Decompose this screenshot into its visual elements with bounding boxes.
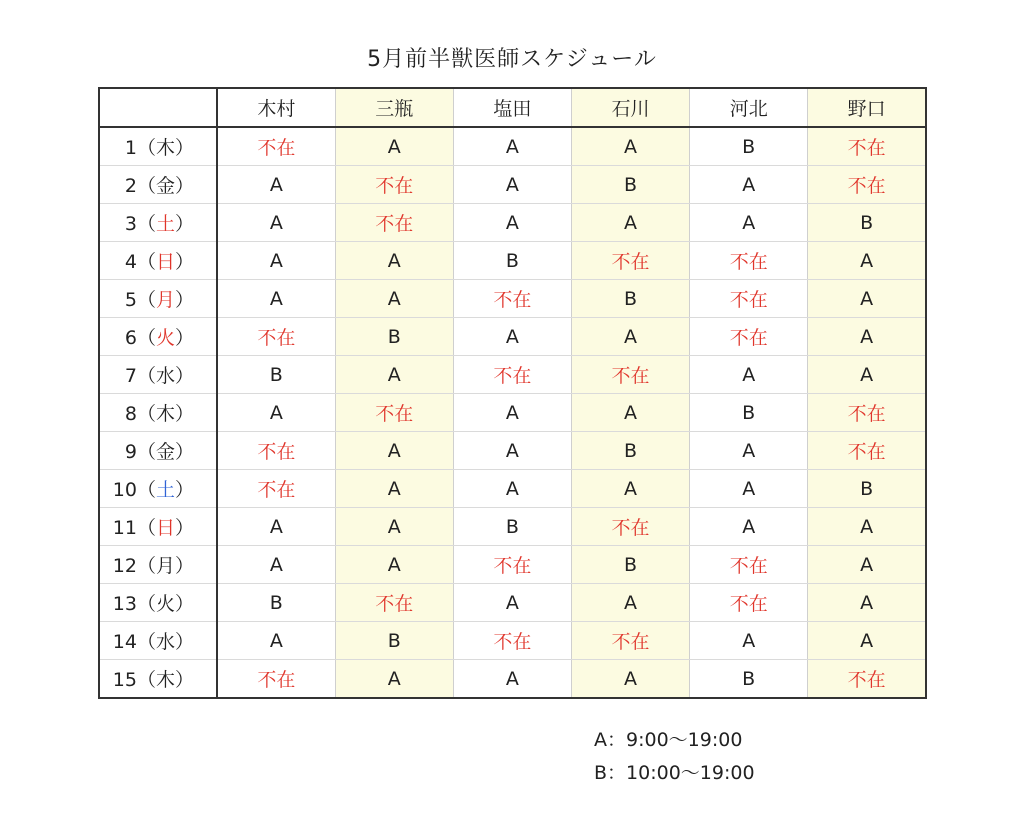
paren-close: ） bbox=[174, 441, 194, 463]
paren-close: ） bbox=[174, 593, 194, 615]
table-row bbox=[99, 470, 926, 508]
shift-cell: B bbox=[690, 127, 808, 166]
shift-cell: A bbox=[335, 356, 453, 394]
shift-cell: A bbox=[453, 660, 571, 699]
column-header: 三瓶 bbox=[335, 88, 453, 127]
legend bbox=[594, 724, 755, 790]
shift-cell: A bbox=[453, 204, 571, 242]
shift-cell: 不在 bbox=[335, 166, 453, 204]
column-header: 木村 bbox=[217, 88, 335, 127]
shift-cell: A bbox=[571, 584, 689, 622]
date-cell bbox=[99, 356, 217, 394]
shift-cell: 不在 bbox=[690, 318, 808, 356]
shift-cell: B bbox=[571, 546, 689, 584]
shift-cell: B bbox=[690, 660, 808, 699]
paren-close: ） bbox=[174, 631, 194, 653]
paren-open: （ bbox=[136, 365, 156, 387]
date-cell bbox=[99, 470, 217, 508]
weekday-label: 金 bbox=[155, 175, 175, 197]
shift-cell: B bbox=[453, 242, 571, 280]
shift-cell: A bbox=[571, 394, 689, 432]
shift-cell: A bbox=[808, 318, 926, 356]
shift-cell: B bbox=[335, 318, 453, 356]
paren-open: （ bbox=[136, 555, 156, 577]
day-number: 2 bbox=[124, 175, 137, 197]
legend-item-a: A：9:00〜19:00 bbox=[594, 729, 743, 751]
table-row bbox=[99, 280, 926, 318]
shift-cell: A bbox=[571, 318, 689, 356]
date-cell bbox=[99, 318, 217, 356]
shift-cell: B bbox=[690, 394, 808, 432]
shift-cell: 不在 bbox=[808, 660, 926, 699]
weekday-label: 月 bbox=[155, 555, 175, 577]
shift-cell: A bbox=[217, 166, 335, 204]
schedule-header bbox=[99, 88, 926, 127]
shift-cell: 不在 bbox=[808, 166, 926, 204]
shift-cell: A bbox=[217, 508, 335, 546]
shift-cell: 不在 bbox=[217, 127, 335, 166]
weekday-label: 木 bbox=[155, 403, 175, 425]
paren-open: （ bbox=[136, 137, 156, 159]
shift-cell: A bbox=[808, 242, 926, 280]
shift-cell: A bbox=[453, 127, 571, 166]
weekday-label: 金 bbox=[155, 441, 175, 463]
shift-cell: A bbox=[690, 508, 808, 546]
shift-cell: A bbox=[690, 166, 808, 204]
date-cell bbox=[99, 394, 217, 432]
page-title: 5月前半獣医師スケジュール bbox=[367, 47, 657, 72]
table-row bbox=[99, 584, 926, 622]
shift-cell: 不在 bbox=[335, 204, 453, 242]
paren-open: （ bbox=[136, 175, 156, 197]
column-header: 野口 bbox=[808, 88, 926, 127]
shift-cell: A bbox=[453, 432, 571, 470]
shift-cell: A bbox=[335, 432, 453, 470]
schedule-table bbox=[98, 87, 927, 699]
paren-close: ） bbox=[174, 403, 194, 425]
paren-open: （ bbox=[136, 479, 156, 501]
date-cell bbox=[99, 166, 217, 204]
table-row bbox=[99, 622, 926, 660]
paren-open: （ bbox=[136, 593, 156, 615]
table-row bbox=[99, 356, 926, 394]
shift-cell: 不在 bbox=[690, 280, 808, 318]
weekday-label: 月 bbox=[155, 289, 175, 311]
paren-open: （ bbox=[136, 441, 156, 463]
table-row bbox=[99, 318, 926, 356]
day-number: 12 bbox=[112, 555, 137, 577]
paren-close: ） bbox=[174, 555, 194, 577]
shift-cell: 不在 bbox=[453, 546, 571, 584]
weekday-label: 日 bbox=[155, 517, 175, 539]
date-cell bbox=[99, 508, 217, 546]
day-number: 15 bbox=[112, 669, 137, 691]
table-row bbox=[99, 204, 926, 242]
shift-cell: A bbox=[690, 622, 808, 660]
shift-cell: A bbox=[690, 204, 808, 242]
paren-close: ） bbox=[174, 479, 194, 501]
shift-cell: 不在 bbox=[571, 242, 689, 280]
shift-cell: A bbox=[217, 622, 335, 660]
shift-cell: A bbox=[335, 127, 453, 166]
weekday-label: 水 bbox=[155, 365, 175, 387]
paren-open: （ bbox=[136, 669, 156, 691]
table-row bbox=[99, 432, 926, 470]
column-header: 石川 bbox=[571, 88, 689, 127]
paren-open: （ bbox=[136, 213, 156, 235]
table-row bbox=[99, 166, 926, 204]
shift-cell: 不在 bbox=[217, 660, 335, 699]
paren-close: ） bbox=[174, 669, 194, 691]
shift-cell: A bbox=[453, 318, 571, 356]
shift-cell: 不在 bbox=[453, 622, 571, 660]
paren-open: （ bbox=[136, 251, 156, 273]
shift-cell: A bbox=[808, 546, 926, 584]
paren-close: ） bbox=[174, 365, 194, 387]
column-header: 河北 bbox=[690, 88, 808, 127]
schedule-body bbox=[99, 127, 926, 698]
shift-cell: A bbox=[453, 166, 571, 204]
shift-cell: A bbox=[808, 280, 926, 318]
shift-cell: 不在 bbox=[571, 508, 689, 546]
paren-close: ） bbox=[174, 289, 194, 311]
day-number: 3 bbox=[124, 213, 137, 235]
shift-cell: 不在 bbox=[808, 394, 926, 432]
shift-cell: A bbox=[217, 394, 335, 432]
shift-cell: 不在 bbox=[571, 622, 689, 660]
shift-cell: 不在 bbox=[217, 318, 335, 356]
paren-close: ） bbox=[174, 175, 194, 197]
shift-cell: A bbox=[808, 508, 926, 546]
weekday-label: 土 bbox=[155, 213, 175, 235]
shift-cell: A bbox=[808, 622, 926, 660]
shift-cell: A bbox=[690, 470, 808, 508]
weekday-label: 土 bbox=[155, 479, 175, 501]
paren-open: （ bbox=[136, 403, 156, 425]
weekday-label: 水 bbox=[155, 631, 175, 653]
table-row bbox=[99, 508, 926, 546]
paren-open: （ bbox=[136, 327, 156, 349]
shift-cell: A bbox=[571, 127, 689, 166]
shift-cell: A bbox=[808, 356, 926, 394]
paren-open: （ bbox=[136, 631, 156, 653]
day-number: 4 bbox=[124, 251, 137, 273]
paren-close: ） bbox=[174, 327, 194, 349]
table-row bbox=[99, 660, 926, 699]
shift-cell: A bbox=[217, 546, 335, 584]
day-number: 10 bbox=[112, 479, 137, 501]
shift-cell: 不在 bbox=[808, 127, 926, 166]
paren-close: ） bbox=[174, 213, 194, 235]
shift-cell: A bbox=[335, 470, 453, 508]
shift-cell: 不在 bbox=[571, 356, 689, 394]
legend-item-b: B：10:00〜19:00 bbox=[594, 762, 755, 784]
shift-cell: A bbox=[808, 584, 926, 622]
shift-cell: B bbox=[217, 356, 335, 394]
paren-close: ） bbox=[174, 251, 194, 273]
date-cell bbox=[99, 622, 217, 660]
day-number: 8 bbox=[124, 403, 137, 425]
column-header: 塩田 bbox=[453, 88, 571, 127]
date-cell bbox=[99, 280, 217, 318]
shift-cell: A bbox=[217, 280, 335, 318]
corner-cell bbox=[99, 88, 217, 127]
day-number: 13 bbox=[112, 593, 137, 615]
weekday-label: 木 bbox=[155, 669, 175, 691]
shift-cell: B bbox=[335, 622, 453, 660]
shift-cell: A bbox=[690, 356, 808, 394]
shift-cell: 不在 bbox=[453, 280, 571, 318]
shift-cell: 不在 bbox=[453, 356, 571, 394]
date-cell bbox=[99, 204, 217, 242]
table-row bbox=[99, 242, 926, 280]
shift-cell: A bbox=[571, 660, 689, 699]
paren-close: ） bbox=[174, 137, 194, 159]
shift-cell: A bbox=[453, 584, 571, 622]
day-number: 5 bbox=[124, 289, 137, 311]
shift-cell: A bbox=[335, 280, 453, 318]
shift-cell: A bbox=[335, 660, 453, 699]
shift-cell: 不在 bbox=[217, 470, 335, 508]
day-number: 11 bbox=[112, 517, 137, 539]
weekday-label: 日 bbox=[155, 251, 175, 273]
weekday-label: 木 bbox=[155, 137, 175, 159]
table-row bbox=[99, 546, 926, 584]
shift-cell: B bbox=[217, 584, 335, 622]
shift-cell: B bbox=[808, 204, 926, 242]
shift-cell: 不在 bbox=[690, 546, 808, 584]
date-cell bbox=[99, 660, 217, 699]
date-cell bbox=[99, 127, 217, 166]
day-number: 1 bbox=[124, 137, 137, 159]
paren-close: ） bbox=[174, 517, 194, 539]
weekday-label: 火 bbox=[155, 593, 175, 615]
date-cell bbox=[99, 242, 217, 280]
shift-cell: A bbox=[217, 242, 335, 280]
date-cell bbox=[99, 584, 217, 622]
day-number: 7 bbox=[124, 365, 137, 387]
date-cell bbox=[99, 432, 217, 470]
shift-cell: 不在 bbox=[217, 432, 335, 470]
shift-cell: 不在 bbox=[808, 432, 926, 470]
shift-cell: B bbox=[571, 166, 689, 204]
shift-cell: 不在 bbox=[335, 584, 453, 622]
shift-cell: A bbox=[217, 204, 335, 242]
shift-cell: A bbox=[690, 432, 808, 470]
shift-cell: B bbox=[808, 470, 926, 508]
shift-cell: A bbox=[335, 242, 453, 280]
day-number: 9 bbox=[124, 441, 137, 463]
table-row bbox=[99, 127, 926, 166]
shift-cell: B bbox=[453, 508, 571, 546]
header-row bbox=[99, 88, 926, 127]
shift-cell: B bbox=[571, 432, 689, 470]
weekday-label: 火 bbox=[155, 327, 175, 349]
shift-cell: A bbox=[571, 204, 689, 242]
day-number: 14 bbox=[112, 631, 137, 653]
paren-open: （ bbox=[136, 289, 156, 311]
shift-cell: 不在 bbox=[690, 584, 808, 622]
shift-cell: A bbox=[453, 394, 571, 432]
shift-cell: A bbox=[571, 470, 689, 508]
shift-cell: B bbox=[571, 280, 689, 318]
shift-cell: A bbox=[335, 508, 453, 546]
shift-cell: A bbox=[453, 470, 571, 508]
shift-cell: 不在 bbox=[690, 242, 808, 280]
shift-cell: A bbox=[335, 546, 453, 584]
shift-cell: 不在 bbox=[335, 394, 453, 432]
day-number: 6 bbox=[124, 327, 137, 349]
date-cell bbox=[99, 546, 217, 584]
table-row bbox=[99, 394, 926, 432]
paren-open: （ bbox=[136, 517, 156, 539]
